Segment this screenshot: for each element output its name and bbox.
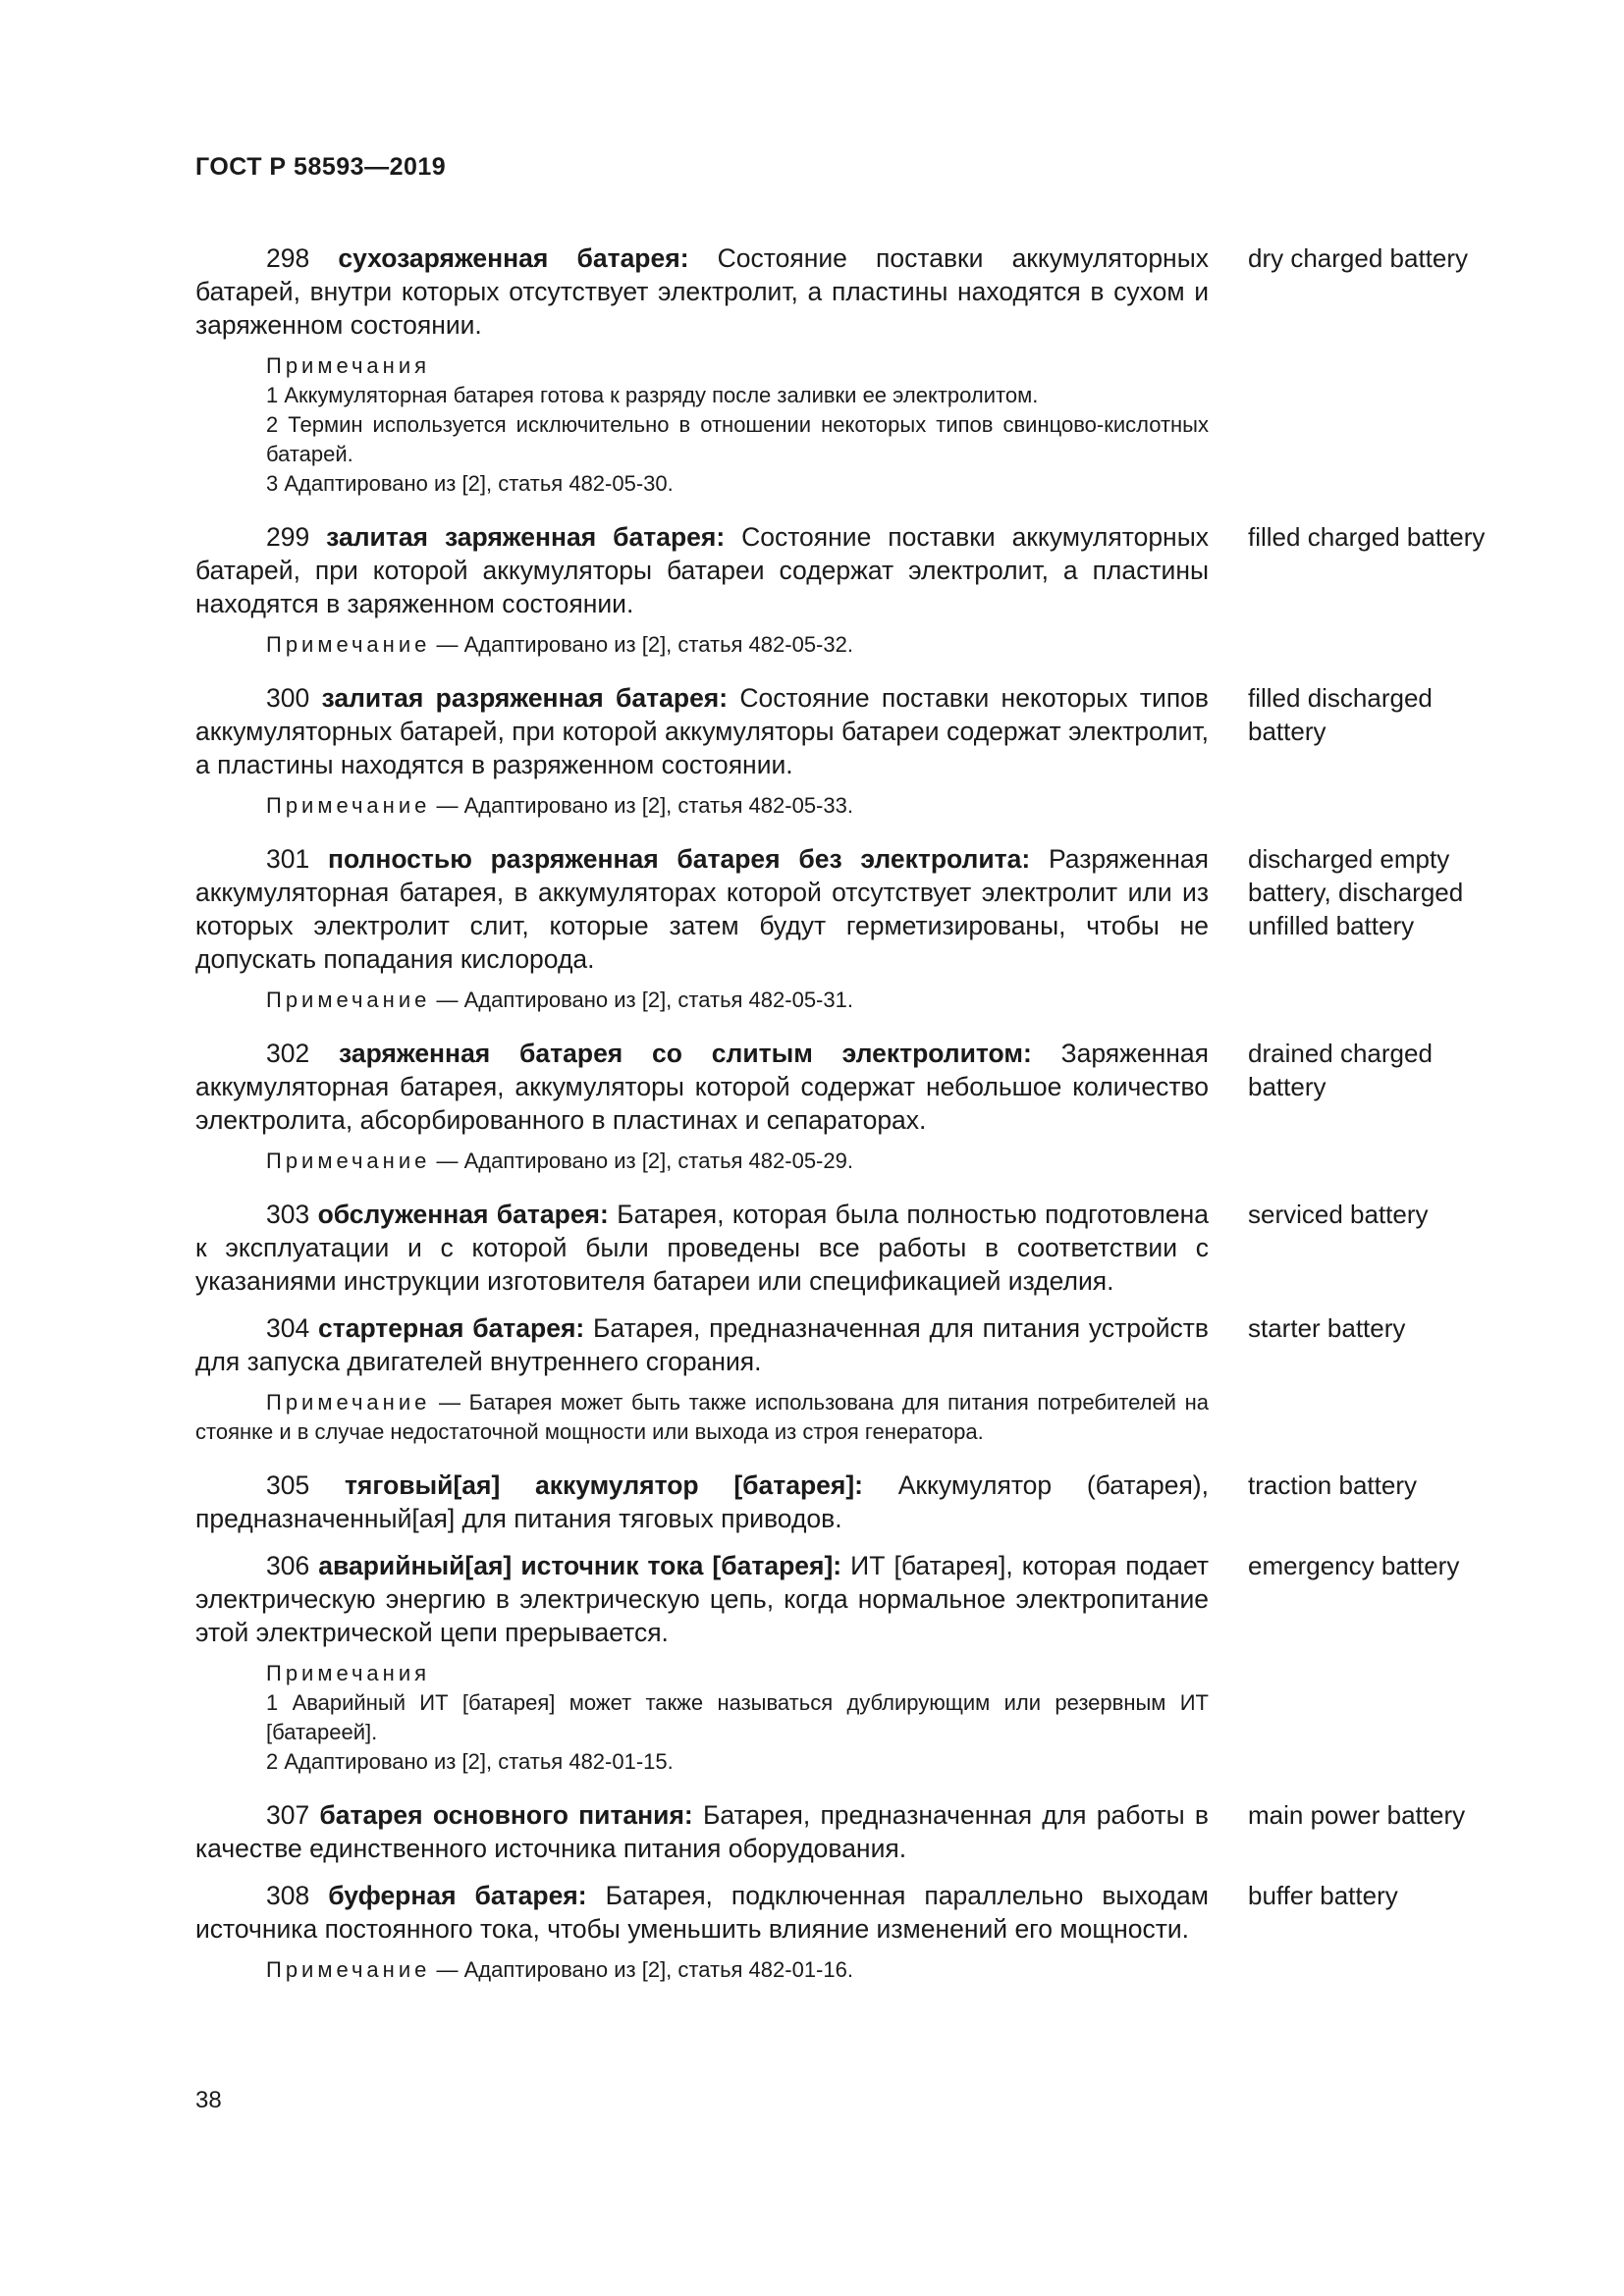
term-definition: 308 буферная батарея: Батарея, подключенная параллельно выходам источника постоянного тока, чтобы уменьшить влияние изменений его мощности. xyxy=(195,1881,1209,1944)
term-entry-301 xyxy=(195,842,1511,1015)
term-note: Примечание — Адаптировано из [2], статья 482-05-33. xyxy=(266,793,853,818)
term-entry-305 xyxy=(195,1468,1511,1535)
page-number: 38 xyxy=(195,2087,222,2113)
term-entry-302 xyxy=(195,1037,1511,1176)
terms-list xyxy=(195,241,1511,1985)
english-equivalent: drained charged battery xyxy=(1248,1039,1433,1101)
term-definition: 307 батарея основного питания: Батарея, предназначенная для работы в качестве единственного источника питания оборудования. xyxy=(195,1800,1209,1863)
note-item: 1 Аварийный ИТ [батарея] может также называться дублирующим или резервным ИТ [батареей]. xyxy=(266,1690,1209,1744)
term-definition: 305 тяговый[ая] аккумулятор [батарея]: Аккумулятор (батарея), предназначенный[ая] для питания тяговых приводов. xyxy=(195,1470,1209,1533)
term-name: стартерная батарея: xyxy=(318,1313,585,1343)
term-definition: 300 залитая разряженная батарея: Состояние поставки некоторых типов аккумуляторных батарей, при которой аккумуляторы батареи содержат электролит, а пластины находятся в разряженном состоянии. xyxy=(195,683,1209,779)
term-entry-299 xyxy=(195,520,1511,660)
english-equivalent: discharged empty battery, discharged unfilled battery xyxy=(1248,844,1464,940)
term-note: Примечание — Адаптировано из [2], статья 482-05-29. xyxy=(266,1148,853,1173)
term-entry-308 xyxy=(195,1879,1511,1985)
english-equivalent: starter battery xyxy=(1248,1313,1406,1343)
term-name: залитая разряженная батарея: xyxy=(321,683,729,713)
term-entry-298 xyxy=(195,241,1511,499)
english-equivalent: filled discharged battery xyxy=(1248,683,1433,746)
term-note: Примечание — Адаптировано из [2], статья 482-05-32. xyxy=(266,632,853,657)
term-name: аварийный[ая] источник тока [батарея]: xyxy=(318,1551,842,1580)
notes-heading: Примечания xyxy=(266,353,431,378)
english-equivalent: dry charged battery xyxy=(1248,243,1469,273)
term-definition: 302 заряженная батарея со слитым электролитом: Заряженная аккумуляторная батарея, аккумуляторы которой содержат небольшое количество электролита, абсорбированного в пластинах и сепараторах. xyxy=(195,1039,1209,1135)
term-notes xyxy=(195,1659,1209,1777)
term-note: Примечание — Адаптировано из [2], статья 482-05-31. xyxy=(266,988,853,1012)
term-definition: 303 обслуженная батарея: Батарея, которая была полностью подготовлена к эксплуатации и с которой были проведены все работы в соответствии с указаниями инструкции изготовителя батареи или спецификацией изделия. xyxy=(195,1200,1209,1296)
term-name: заряженная батарея со слитым электролитом: xyxy=(339,1039,1032,1068)
document-header: ГОСТ Р 58593—2019 xyxy=(195,153,447,181)
term-name: полностью разряженная батарея без электролита: xyxy=(327,844,1031,874)
term-name: буферная батарея: xyxy=(328,1881,587,1910)
notes-heading: Примечания xyxy=(266,1661,431,1685)
term-notes xyxy=(195,351,1209,499)
term-entry-300 xyxy=(195,681,1511,821)
term-entry-306 xyxy=(195,1549,1511,1777)
term-entry-303 xyxy=(195,1198,1511,1298)
term-definition: 299 залитая заряженная батарея: Состояние поставки аккумуляторных батарей, при которой аккумуляторы батареи содержат электролит, а пластины находятся в заряженном состоянии. xyxy=(195,522,1209,618)
term-definition: 304 стартерная батарея: Батарея, предназначенная для питания устройств для запуска двигателей внутреннего сгорания. xyxy=(195,1313,1209,1376)
term-name: сухозаряженная батарея: xyxy=(338,243,689,273)
term-entry-304 xyxy=(195,1311,1511,1447)
english-equivalent: filled charged battery xyxy=(1248,522,1486,552)
english-equivalent: emergency battery xyxy=(1248,1551,1460,1580)
note-item: 2 Адаптировано из [2], статья 482-01-15. xyxy=(266,1749,674,1774)
english-equivalent: traction battery xyxy=(1248,1470,1417,1500)
term-name: залитая заряженная батарея: xyxy=(326,522,726,552)
term-name: батарея основного питания: xyxy=(319,1800,693,1830)
term-entry-307 xyxy=(195,1798,1511,1865)
english-equivalent: serviced battery xyxy=(1248,1200,1429,1229)
term-note: Примечание — Батарея может быть также использована для питания потребителей на стоянке и в случае недостаточной мощности или выхода из строя генератора. xyxy=(195,1390,1209,1444)
note-item: 1 Аккумуляторная батарея готова к разряду после заливки ее электролитом. xyxy=(266,383,1039,407)
note-item: 2 Термин используется исключительно в отношении некоторых типов свинцово-кислотных батарей. xyxy=(266,412,1209,466)
term-definition: 301 полностью разряженная батарея без электролита: Разряженная аккумуляторная батарея, в аккумуляторах которой отсутствует электролит или из которых электролит слит, которые затем будут герметизированы, чтобы не допускать попадания кислорода. xyxy=(195,844,1209,974)
term-name: тяговый[ая] аккумулятор [батарея]: xyxy=(344,1470,864,1500)
english-equivalent: main power battery xyxy=(1248,1800,1466,1830)
note-item: 3 Адаптировано из [2], статья 482-05-30. xyxy=(266,471,674,496)
term-definition: 298 сухозаряженная батарея: Состояние поставки аккумуляторных батарей, внутри которых отсутствует электролит, а пластины находятся в сухом и заряженном состоянии. xyxy=(195,243,1209,340)
term-note: Примечание — Адаптировано из [2], статья 482-01-16. xyxy=(266,1957,853,1982)
english-equivalent: buffer battery xyxy=(1248,1881,1398,1910)
term-name: обслуженная батарея: xyxy=(317,1200,609,1229)
term-definition: 306 аварийный[ая] источник тока [батарея]: ИТ [батарея], которая подает электрическую энергию в электрическую цепь, когда нормальное электропитание этой электрической цепи прерывается. xyxy=(195,1551,1209,1647)
